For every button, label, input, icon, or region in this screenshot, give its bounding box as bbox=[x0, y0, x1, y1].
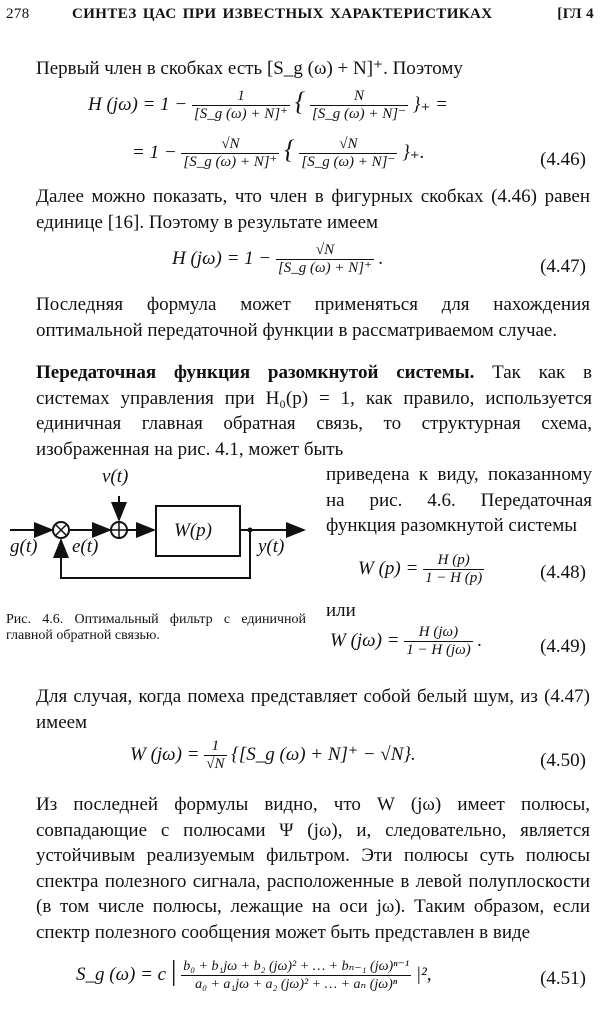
eq-450-body: {[S_g (ω) + N]⁺ − √N}. bbox=[231, 743, 416, 765]
eq-448-left: W (p) = bbox=[358, 557, 419, 579]
paragraph-4-continued: приведена к виду, показанному на рис. 4.6. Передаточная функция разомкнутой системы bbox=[326, 464, 592, 536]
equation-4-47 bbox=[172, 242, 600, 277]
g-label: g(t) bbox=[10, 536, 38, 557]
paragraph-1: Первый член в скобках есть [S_g (ω) + N]⁺. Поэтому bbox=[36, 58, 463, 79]
paragraph-3: Последняя формула может применяться для нахождения оптимальной передаточной функции в рассматриваемом случае. bbox=[36, 294, 590, 341]
eq-449-num: H (jω) bbox=[404, 624, 472, 642]
eq-number-4-46: (4.46) bbox=[540, 149, 586, 170]
eq-446-tail2: }₊. bbox=[402, 141, 425, 163]
y-label: y(t) bbox=[258, 536, 285, 557]
paragraph-6: Из последней формулы видно, что W (jω) имеет полюсы, совпадающие с полюсами Ψ (jω), и, следовательно, является устойчивым реализуемым фильтром. Эти полюсы суть полюсы спектра полезного сигнала, расположенные в левой полуплоскости (в том числе полюсы, лежащие на оси jω). Таким образом, если спектр полезного сообщения может быть представлен в виде bbox=[36, 794, 590, 943]
eq-449-left: W (jω) = bbox=[330, 629, 400, 651]
eq-446-brace-den: [S_g (ω) + N]⁻ bbox=[311, 106, 406, 122]
eq-451-tail: |², bbox=[415, 963, 432, 985]
eq-446-brace-frac bbox=[310, 88, 408, 123]
eq-446-brace-frac2 bbox=[299, 136, 397, 171]
equation-4-50 bbox=[130, 738, 600, 773]
eq-449-tail: . bbox=[477, 629, 483, 651]
eq-446-brace-den2: [S_g (ω) + N]⁻ bbox=[301, 154, 396, 170]
eq-446-frac1 bbox=[192, 88, 290, 123]
eq-446-frac2 bbox=[181, 136, 279, 171]
eq-446-left2: = 1 − bbox=[132, 141, 177, 163]
running-title: СИНТЕЗ ЦАС ПРИ ИЗВЕСТНЫХ ХАРАКТЕРИСТИКАХ bbox=[72, 6, 493, 22]
block-label: W(p) bbox=[174, 520, 212, 541]
eq-448-num: H (p) bbox=[423, 552, 484, 570]
e-label: e(t) bbox=[72, 536, 99, 557]
running-header bbox=[6, 2, 594, 28]
figure-caption: Рис. 4.6. Оптимальный фильтр с единичной главной обратной связью. bbox=[6, 612, 306, 643]
eq-number-4-47: (4.47) bbox=[540, 256, 586, 277]
eq-447-den: [S_g (ω) + N]⁺ bbox=[277, 260, 373, 276]
or-word: или bbox=[326, 600, 356, 621]
eq-446-frac1-den: [S_g (ω) + N]⁺ bbox=[193, 106, 289, 122]
eq-451-frac bbox=[181, 958, 411, 993]
paragraph-2: Далее можно показать, что член в фигурных скобках (4.46) равен единице [16]. Поэтому в результате имеем bbox=[36, 186, 590, 233]
eq-447-frac bbox=[276, 242, 374, 277]
eq-451-num: b₀ + b₁jω + b₂ (jω)² + … + bₙ₋₁ (jω)ⁿ⁻¹ bbox=[183, 959, 410, 974]
eq-449-frac bbox=[404, 624, 472, 659]
eq-446-brace-num2: √N bbox=[299, 136, 397, 154]
eq-448-den: 1 − H (p) bbox=[425, 570, 483, 586]
eq-451-den: a₀ + a₁jω + a₂ (jω)² + … + aₙ (jω)ⁿ bbox=[195, 977, 398, 992]
eq-447-tail: . bbox=[378, 247, 384, 269]
eq-446-frac2-num: √N bbox=[181, 136, 279, 154]
eq-446-brace-num: N bbox=[310, 88, 408, 106]
eq-number-4-49: (4.49) bbox=[540, 636, 586, 657]
eq-number-4-48: (4.48) bbox=[540, 562, 586, 583]
equation-4-46-line1: H (jω) = 1 − $\frac{1}{[S\_g (\omega) + N]^+}$ { $\frac{N}{[S\_g (\omega) + N]^-}$ }₊ = bbox=[88, 86, 448, 122]
v-label: v(t) bbox=[102, 466, 129, 487]
equation-4-46-line2: = 1 − $\frac{√N}{[S\_g (\omega) + N]^+}$ { $\frac{√N}{[S\_g (\omega) + N]^-}$ }₊. bbox=[132, 134, 425, 170]
block-diagram bbox=[4, 462, 324, 612]
equation-4-51: S_g (ω) = c | $\frac{\text{b₀ + b₁jω + b₂ (jω)² + … + bₙ₋₁ (jω)ⁿ⁻¹}}{\text{a₀ + a₁jω + a₂ (jω)² + … + aₙ (jω)ⁿ}}$ |², bbox=[76, 955, 432, 992]
eq-448-frac bbox=[423, 552, 484, 587]
eq-447-num: √N bbox=[276, 242, 374, 260]
paragraph-5: Для случая, когда помеха представляет собой белый шум, из (4.47) имеем bbox=[36, 686, 590, 733]
paragraph-4 bbox=[36, 360, 592, 462]
eq-450-frac bbox=[204, 738, 226, 773]
eq-446-left: H (jω) = 1 − bbox=[88, 93, 188, 115]
paragraph-4-text: Так как в системах управления при H₀(p) = 1, как правило, используется единичная главная обратная связь, то структурная схема, изображенная на рис. 4.1, может быть bbox=[36, 362, 592, 460]
eq-446-frac2-den: [S_g (ω) + N]⁺ bbox=[183, 154, 278, 170]
eq-450-left: W (jω) = bbox=[130, 743, 200, 765]
eq-446-tail1: }₊ = bbox=[412, 93, 448, 115]
eq-447-left: H (jω) = 1 − bbox=[172, 247, 272, 269]
page-number: 278 bbox=[6, 6, 30, 22]
section-heading: Передаточная функция разомкнутой системы. bbox=[36, 362, 475, 383]
eq-449-den: 1 − H (jω) bbox=[406, 642, 471, 658]
eq-number-4-51: (4.51) bbox=[540, 968, 586, 989]
eq-450-num: 1 bbox=[204, 738, 226, 756]
eq-450-den: √N bbox=[206, 756, 225, 772]
eq-446-frac1-num: 1 bbox=[192, 88, 290, 106]
eq-number-4-50: (4.50) bbox=[540, 750, 586, 771]
chapter-marker: [ГЛ 4 bbox=[557, 6, 594, 22]
eq-451-left: S_g (ω) = c bbox=[76, 963, 167, 985]
